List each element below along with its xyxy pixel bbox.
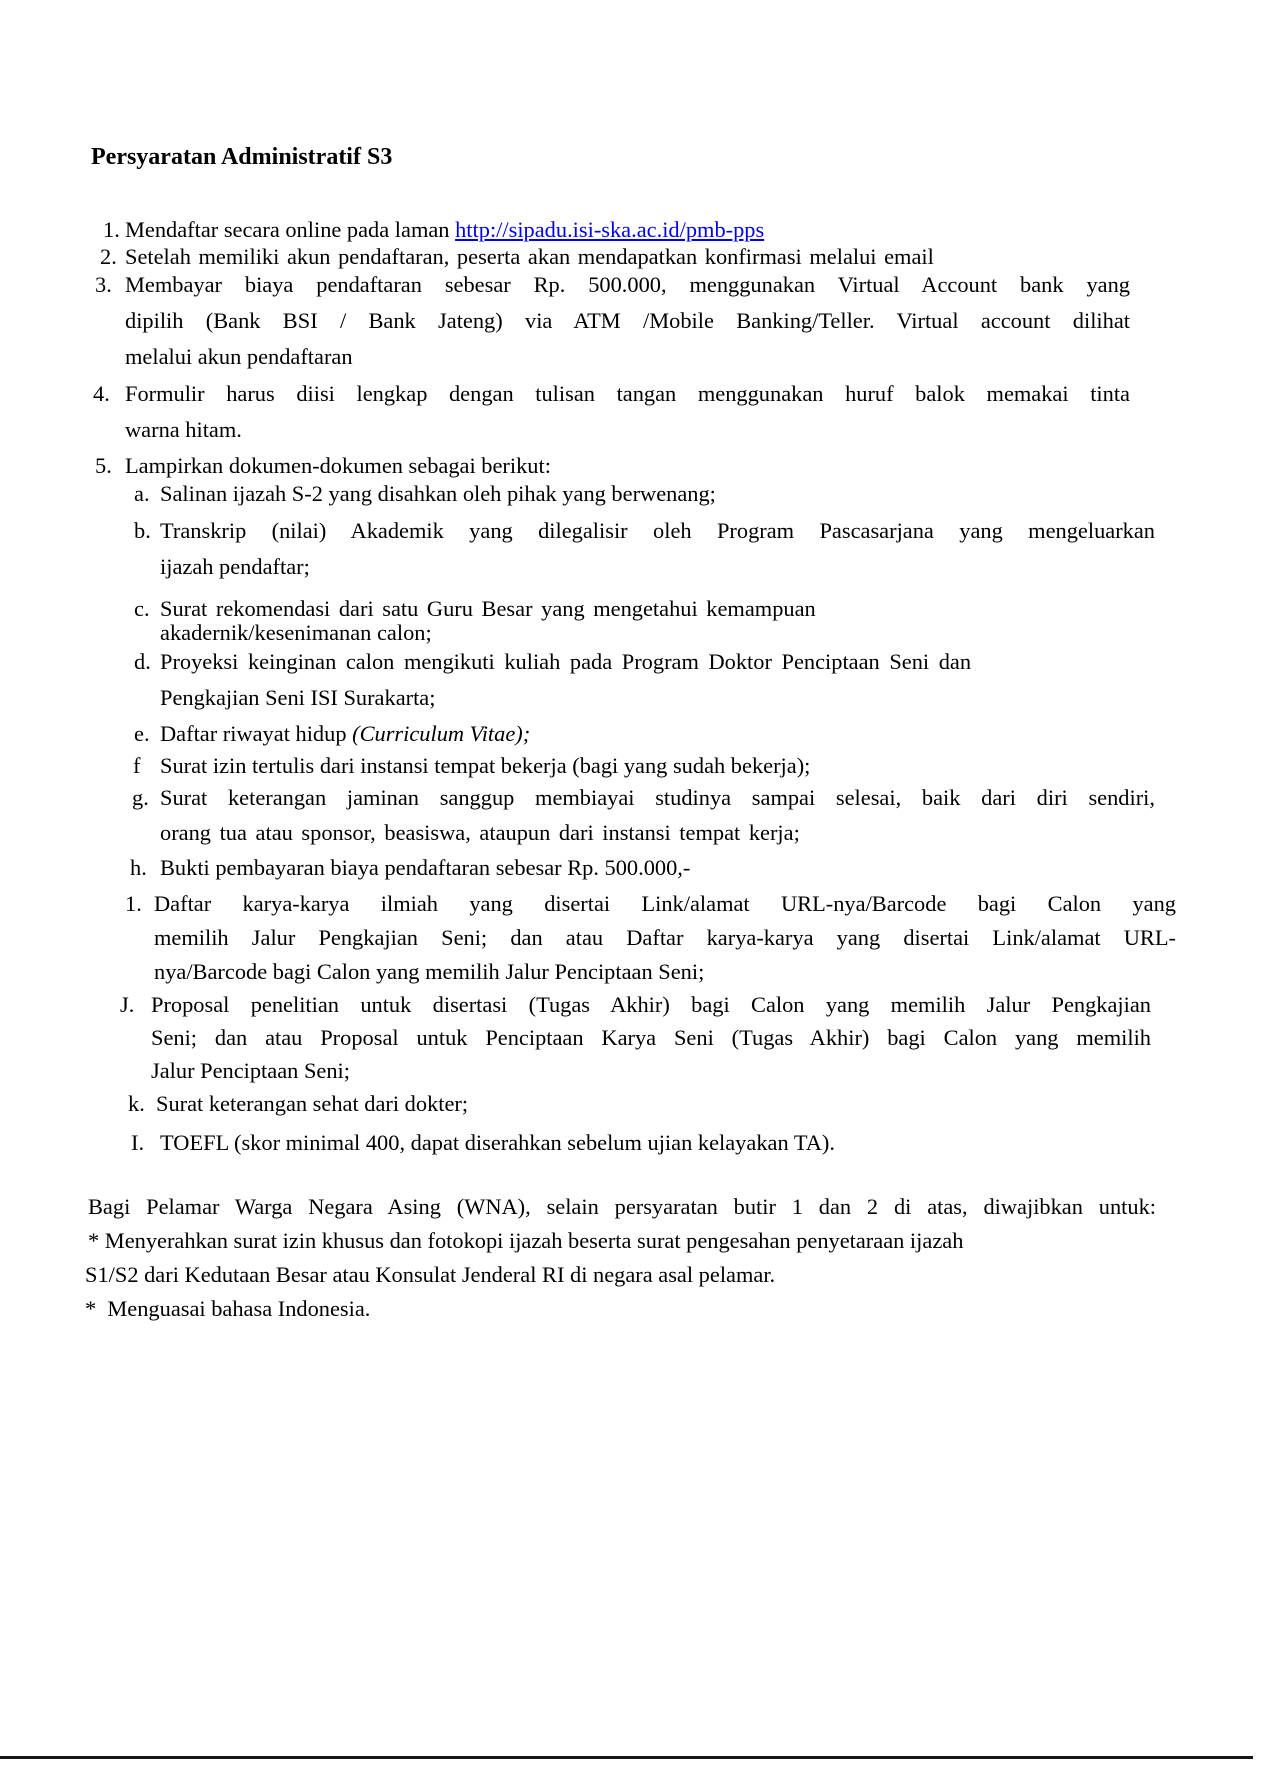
- list-marker: I.: [131, 1130, 145, 1155]
- list-item-line: nya/Barcode bagi Calon yang memilih Jalur Penciptaan Seni;: [154, 959, 705, 984]
- list-item-2: [100, 243, 1130, 270]
- list-item-text: Mendaftar secara online pada laman: [125, 217, 456, 242]
- list-item-line: Surat rekomendasi dari satu Guru Besar yang mengetahui kemampuan: [160, 596, 816, 621]
- list-item-line: akadernik/kesenimanan calon;: [160, 620, 432, 645]
- list-item-text: Daftar riwayat hidup: [160, 721, 353, 746]
- list-item-text: Surat izin tertulis dari instansi tempat bekerja (bagi yang sudah bekerja);: [160, 753, 811, 778]
- registration-link[interactable]: http://sipadu.isi-ska.ac.id/pmb-pps: [455, 217, 765, 242]
- curriculum-vitae-italic: (Curriculum Vitae);: [352, 721, 531, 746]
- list-item-c: [134, 596, 1155, 645]
- list-item-text: Salinan ijazah S-2 yang disahkan oleh pihak yang berwenang;: [160, 481, 716, 506]
- list-item-line: Proposal penelitian untuk disertasi (Tugas Akhir) bagi Calon yang memilih Jalur Pengkajian: [151, 992, 1151, 1017]
- list-item-h: [130, 850, 1155, 886]
- list-marker: J.: [120, 992, 135, 1017]
- list-item-line: Jalur Penciptaan Seni;: [151, 1058, 350, 1083]
- list-item-a: [134, 476, 1155, 512]
- list-marker: b.: [134, 518, 151, 543]
- footer-line: S1/S2 dari Kedutaan Besar atau Konsulat Jenderal RI di negara asal pelamar.: [85, 1262, 776, 1287]
- list-item-i: [125, 887, 1176, 989]
- list-marker: 4.: [93, 381, 110, 406]
- list-marker: 2.: [100, 244, 117, 269]
- list-item-e: [134, 716, 1155, 752]
- list-marker: e.: [134, 721, 150, 746]
- list-item-line: warna hitam.: [125, 417, 242, 442]
- list-marker: 1.: [103, 217, 120, 242]
- list-item-line: ijazah pendaftar;: [160, 554, 310, 579]
- list-item-line: melalui akun pendaftaran: [125, 344, 353, 369]
- list-item-line: Transkrip (nilai) Akademik yang dilegalisir oleh Program Pascasarjana yang mengeluarkan: [160, 518, 1155, 543]
- list-item-4: [93, 376, 1130, 448]
- footer-line: Bagi Pelamar Warga Negara Asing (WNA), selain persyaratan butir 1 dan 2 di atas, diwajibkan untuk:: [88, 1194, 1156, 1219]
- list-item-text: TOEFL (skor minimal 400, dapat diserahkan sebelum ujian kelayakan TA).: [160, 1130, 835, 1155]
- list-item-1: [103, 216, 1130, 243]
- list-marker: 3.: [95, 272, 112, 297]
- list-item-line: Surat keterangan jaminan sanggup membiayai studinya sampai selesai, baik dari diri sendiri,: [160, 785, 1155, 810]
- list-item-d: [134, 644, 1155, 716]
- list-item-line: Seni; dan atau Proposal untuk Penciptaan Karya Seni (Tugas Akhir) bagi Calon yang memilih: [151, 1025, 1151, 1050]
- list-marker: k.: [128, 1091, 145, 1116]
- wna-paragraph: [85, 1190, 1156, 1326]
- list-item-line: Membayar biaya pendaftaran sebesar Rp. 500.000, menggunakan Virtual Account bank yang: [125, 272, 1130, 297]
- list-item-f: [133, 748, 1155, 784]
- list-marker: d.: [134, 649, 151, 674]
- list-item-text: Bukti pembayaran biaya pendaftaran sebesar Rp. 500.000,-: [160, 855, 691, 880]
- list-item-line: Daftar karya-karya ilmiah yang disertai Link/alamat URL-nya/Barcode bagi Calon yang: [154, 891, 1176, 916]
- list-marker: c.: [134, 596, 150, 621]
- list-marker: 1.: [125, 891, 142, 916]
- page-title: Persyaratan Administratif S3: [91, 144, 393, 170]
- footer-line: * Menyerahkan surat izin khusus dan fotokopi ijazah beserta surat pengesahan penyetaraan ijazah: [88, 1228, 964, 1253]
- list-item-line: Proyeksi keinginan calon mengikuti kuliah pada Program Doktor Penciptaan Seni dan: [160, 649, 972, 674]
- list-item-3: [95, 267, 1130, 375]
- list-item-line: memilih Jalur Pengkajian Seni; dan atau Daftar karya-karya yang disertai Link/alamat URL-: [154, 925, 1176, 950]
- list-item-b: [134, 513, 1155, 585]
- list-marker: 5.: [95, 453, 112, 478]
- list-item-text: Surat keterangan sehat dari dokter;: [156, 1091, 469, 1116]
- list-item-j: [120, 988, 1151, 1087]
- list-marker: a.: [134, 481, 150, 506]
- list-marker: h.: [130, 855, 147, 880]
- list-item-line: orang tua atau sponsor, beasiswa, ataupun dari instansi tempat kerja;: [160, 820, 800, 845]
- list-item-k: [128, 1086, 1151, 1122]
- list-item-g: [132, 780, 1155, 850]
- list-item-line: dipilih (Bank BSI / Bank Jateng) via ATM /Mobile Banking/Teller. Virtual account dilihat: [125, 308, 1130, 333]
- list-item-l: [131, 1125, 1155, 1161]
- footer-line: * Menguasai bahasa Indonesia.: [85, 1296, 371, 1321]
- list-item-line: Pengkajian Seni ISI Surakarta;: [160, 685, 436, 710]
- list-item-line: Formulir harus diisi lengkap dengan tulisan tangan menggunakan huruf balok memakai tinta: [125, 381, 1130, 406]
- bottom-rule: [0, 1756, 1253, 1759]
- list-marker: f: [133, 753, 141, 778]
- list-item-text: Setelah memiliki akun pendaftaran, peserta akan mendapatkan konfirmasi melalui email: [125, 244, 934, 269]
- list-marker: g.: [132, 785, 149, 810]
- list-item-text: Lampirkan dokumen-dokumen sebagai berikut:: [125, 453, 551, 478]
